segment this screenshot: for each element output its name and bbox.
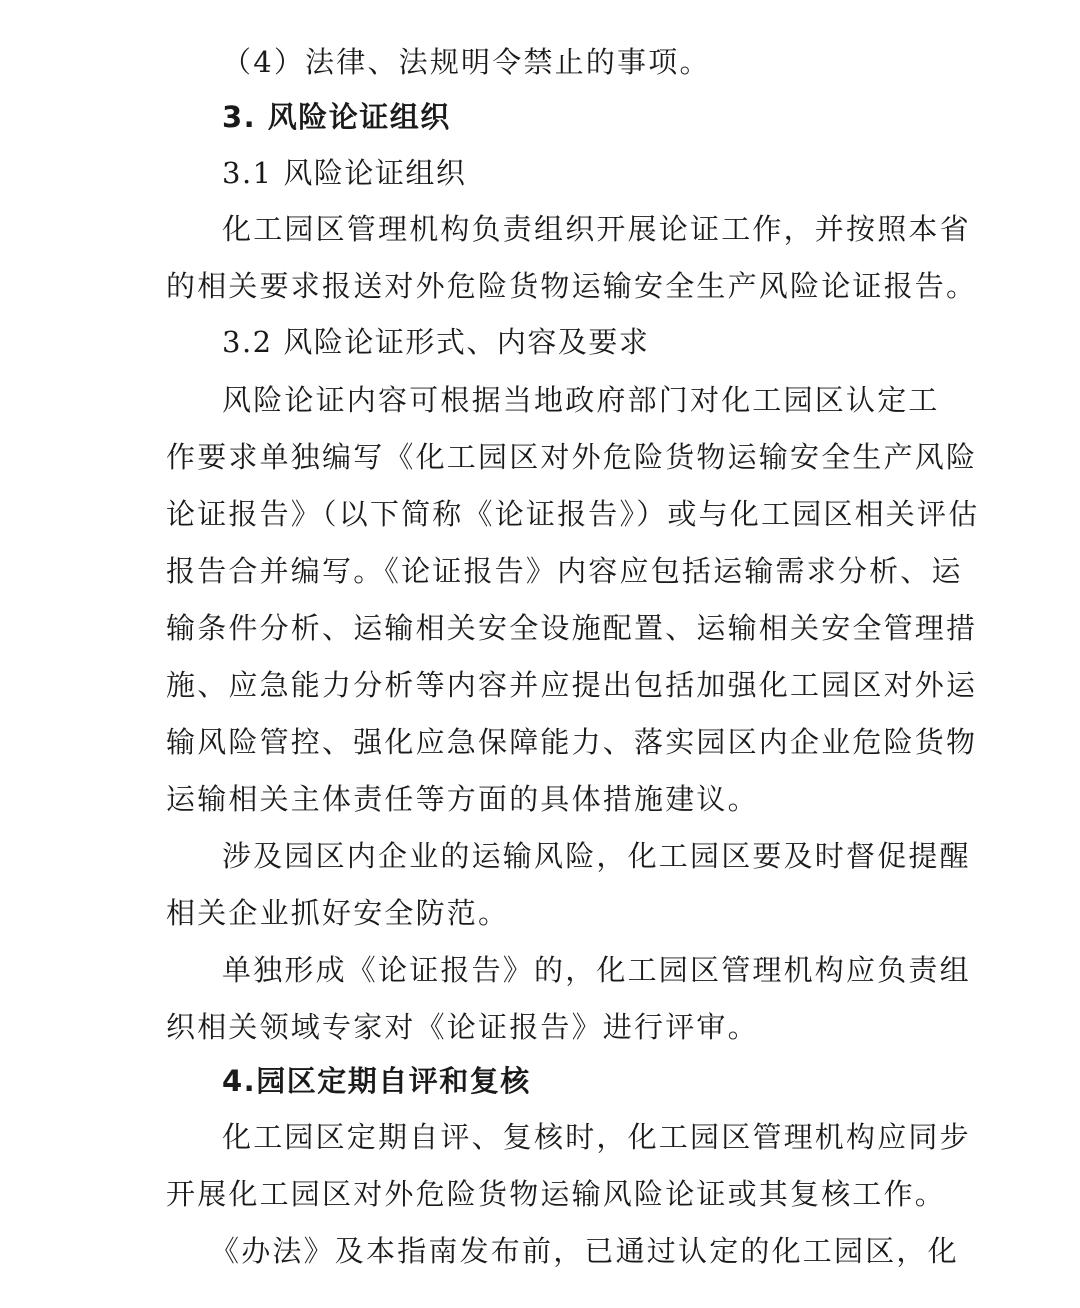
paragraph-line: 论证报告》（以下简称《论证报告》）或与化工园区相关评估 [166, 497, 980, 531]
paragraph-line: 报告合并编写。《论证报告》内容应包括运输需求分析、运 [166, 554, 963, 588]
subsection-heading-3-1: 3.1 风险论证组织 [222, 156, 467, 190]
paragraph-line: 运输相关主体责任等方面的具体措施建议。 [166, 782, 759, 816]
section-heading-4: 4.园区定期自评和复核 [222, 1064, 531, 1098]
paragraph-line: 输条件分析、运输相关安全设施配置、运输相关安全管理措 [166, 611, 978, 645]
subsection-heading-3-2: 3.2 风险论证形式、内容及要求 [222, 325, 650, 359]
list-item-4: （4）法律、法规明令禁止的事项。 [222, 45, 711, 79]
paragraph-line: 织相关领域专家对《论证报告》进行评审。 [166, 1010, 759, 1044]
paragraph-line: 作要求单独编写《化工园区对外危险货物运输安全生产风险 [166, 440, 978, 474]
paragraph-line: 单独形成《论证报告》的，化工园区管理机构应负责组 [222, 953, 971, 987]
paragraph-line: 《办法》及本指南发布前，已通过认定的化工园区，化 [210, 1234, 959, 1268]
paragraph-line: 的相关要求报送对外危险货物运输安全生产风险论证报告。 [166, 269, 978, 303]
paragraph-line: 相关企业抓好安全防范。 [166, 896, 510, 930]
paragraph-line: 涉及园区内企业的运输风险，化工园区要及时督促提醒 [222, 839, 971, 873]
paragraph-line: 风险论证内容可根据当地政府部门对化工园区认定工 [222, 383, 940, 417]
paragraph-line: 输风险管控、强化应急保障能力、落实园区内企业危险货物 [166, 725, 978, 759]
section-heading-3: 3. 风险论证组织 [222, 100, 451, 134]
paragraph-line: 开展化工园区对外危险货物运输风险论证或其复核工作。 [166, 1177, 947, 1211]
paragraph-line: 施、应急能力分析等内容并应提出包括加强化工园区对外运 [166, 668, 978, 702]
paragraph-line: 化工园区管理机构负责组织开展论证工作，并按照本省 [222, 212, 971, 246]
paragraph-line: 化工园区定期自评、复核时，化工园区管理机构应同步 [222, 1120, 971, 1154]
